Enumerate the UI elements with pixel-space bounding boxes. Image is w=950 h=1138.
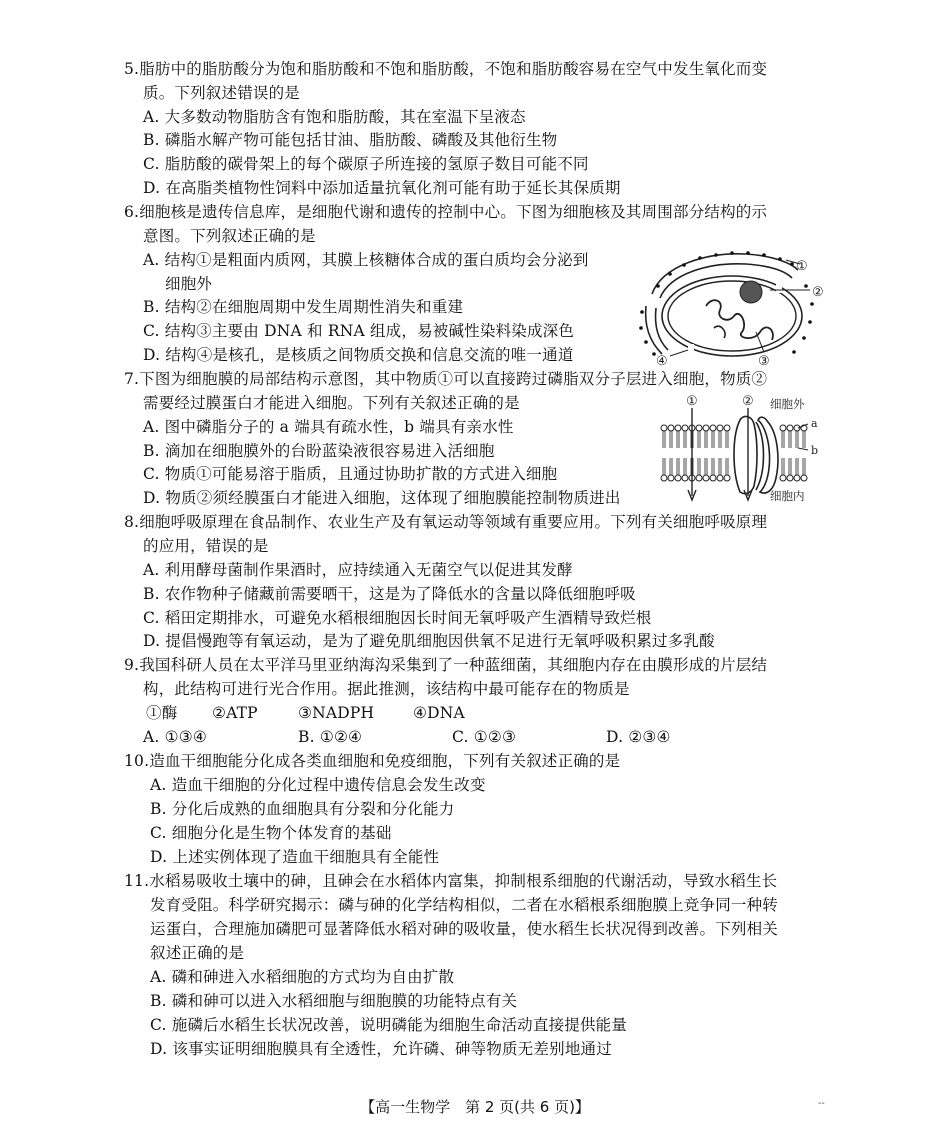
phospholipid-tail xyxy=(677,431,679,448)
phospholipid-head xyxy=(724,425,730,431)
q11-option-d: D. 该事实证明细胞膜具有全透性，允许磷、砷等物质无差别地通过 xyxy=(150,1040,612,1058)
corner-mark: -- xyxy=(818,1098,825,1109)
phospholipid-tail xyxy=(684,458,686,475)
phospholipid-tail xyxy=(712,458,714,475)
q6-number: 6. xyxy=(124,203,140,221)
phospholipid-tail xyxy=(789,431,791,448)
phospholipid-head xyxy=(682,425,688,431)
q10-option-c: C. 细胞分化是生物个体发育的基础 xyxy=(150,824,392,842)
phospholipid-head xyxy=(801,475,807,481)
q7-option-d: D. 物质②须经膜蛋白才能进入细胞，这体现了细胞膜能控制物质进出 xyxy=(143,489,621,507)
membrane-diagram xyxy=(658,392,838,508)
phospholipid-head xyxy=(668,425,674,431)
q11-stem-line1: 11.水稻易吸收土壤中的砷，且砷会在水稻体内富集，抑制根系细胞的代谢活动，导致水稻生长 xyxy=(124,872,778,890)
label-inside-cell: 细胞内 xyxy=(770,489,805,503)
q9-item-3: ③NADPH xyxy=(298,704,375,722)
phospholipid-tail xyxy=(719,458,721,475)
label-outside-cell: 细胞外 xyxy=(770,397,805,411)
phospholipid-head xyxy=(675,475,681,481)
phospholipid-tail xyxy=(670,458,672,475)
q7-stem-line1: 7.下图为细胞膜的局部结构示意图，其中物质①可以直接跨过磷脂双分子层进入细胞，物质② xyxy=(124,370,768,388)
q8-option-b: B. 农作物种子储藏前需要晒干，这是为了降低水的含量以降低细胞呼吸 xyxy=(143,585,636,603)
phospholipid-tail xyxy=(663,431,665,448)
q9-item-4: ④DNA xyxy=(413,704,465,722)
page-footer: 【高一生物学 第 2 页(共 6 页)】 xyxy=(360,1098,590,1116)
phospholipid-tail xyxy=(803,458,805,475)
q9-item-1: ①酶 xyxy=(146,704,178,722)
q7-option-c: C. 物质①可能易溶于脂质，且通过协助扩散的方式进入细胞 xyxy=(143,465,558,483)
phospholipid-head xyxy=(710,425,716,431)
q6-option-b: B. 结构②在细胞周期中发生周期性消失和重建 xyxy=(143,298,464,316)
phospholipid-head xyxy=(717,425,723,431)
q10-option-b: B. 分化后成熟的血细胞具有分裂和分化能力 xyxy=(150,800,455,818)
phospholipid-head xyxy=(682,475,688,481)
q11-option-b: B. 磷和砷可以进入水稻细胞与细胞膜的功能特点有关 xyxy=(150,992,518,1010)
phospholipid-tail xyxy=(705,458,707,475)
phospholipid-head xyxy=(787,475,793,481)
membrane-protein xyxy=(734,417,757,494)
phospholipid-head xyxy=(787,425,793,431)
q11-option-a: A. 磷和砷进入水稻细胞的方式均为自由扩散 xyxy=(150,968,455,986)
membrane-label-1: ① xyxy=(686,394,698,409)
phospholipid-tail xyxy=(782,431,784,448)
phospholipid-tail xyxy=(684,431,686,448)
q9-option-b: B. ①②④ xyxy=(298,728,363,746)
phospholipid-tail xyxy=(663,458,665,475)
phospholipid-head xyxy=(696,475,702,481)
phospholipid-tail xyxy=(670,431,672,448)
label-4: ④ xyxy=(656,354,668,368)
phospholipid-tail xyxy=(796,458,798,475)
q6-option-c: C. 结构③主要由 DNA 和 RNA 组成，易被碱性染料染成深色 xyxy=(143,322,575,340)
q8-number: 8. xyxy=(124,513,140,531)
label-2: ② xyxy=(812,285,824,300)
q7-option-b: B. 滴加在细胞膜外的台盼蓝染液很容易进入活细胞 xyxy=(143,442,495,460)
q5-option-c: C. 脂肪酸的碳骨架上的每个碳原子所连接的氢原子数目可能不同 xyxy=(143,155,589,173)
q10-option-a: A. 造血干细胞的分化过程中遗传信息会发生改变 xyxy=(150,776,486,794)
q9-option-c: C. ①②③ xyxy=(452,728,517,746)
phospholipid-tail xyxy=(677,458,679,475)
phospholipid-tail xyxy=(705,431,707,448)
q10-stem-line1: 10.造血干细胞能分化成各类血细胞和免疫细胞，下列有关叙述正确的是 xyxy=(124,752,621,770)
phospholipid-tail xyxy=(726,431,728,448)
q6-stem-line1: 6.细胞核是遗传信息库，是细胞代谢和遗传的控制中心。下图为细胞核及其周围部分结构的示 xyxy=(124,203,768,221)
q6-option-a-cont: 细胞外 xyxy=(165,275,213,293)
q5-stem-line2: 质。下列叙述错误的是 xyxy=(143,84,301,102)
phospholipid-tail xyxy=(803,431,805,448)
q11-stem-line4: 叙述正确的是 xyxy=(150,944,245,962)
phospholipid-head xyxy=(661,425,667,431)
phospholipid-tail xyxy=(789,458,791,475)
nuclear-pore xyxy=(688,344,694,353)
phospholipid-head xyxy=(675,425,681,431)
q5-option-d: D. 在高脂类植物性饲料中添加适量抗氧化剂可能有助于延长其保质期 xyxy=(143,179,621,197)
q8-stem-line1: 8.细胞呼吸原理在食品制作、农业生产及有氧运动等领域有重要应用。下列有关细胞呼吸原理 xyxy=(124,513,768,531)
phospholipid-tail xyxy=(782,458,784,475)
q6-option-d: D. 结构④是核孔，是核质之间物质交换和信息交流的唯一通道 xyxy=(143,346,574,364)
phospholipid-head xyxy=(668,475,674,481)
phospholipid-head xyxy=(696,425,702,431)
q5-option-b: B. 磷脂水解产物可能包括甘油、脂肪酸、磷酸及其他衍生物 xyxy=(143,131,558,149)
nucleus-diagram xyxy=(636,246,832,368)
q7-number: 7. xyxy=(124,370,140,388)
phospholipid-tail xyxy=(726,458,728,475)
chromatin xyxy=(706,300,773,340)
phospholipid-head xyxy=(724,475,730,481)
phospholipid-tail xyxy=(796,431,798,448)
label-1: ① xyxy=(796,259,808,274)
phospholipid-head xyxy=(710,475,716,481)
q6-stem-line2: 意图。下列叙述正确的是 xyxy=(143,227,316,245)
q9-option-d: D. ②③④ xyxy=(606,728,671,746)
q10-option-d: D. 上述实例体现了造血干细胞具有全能性 xyxy=(150,848,440,866)
q8-option-a: A. 利用酵母菌制作果酒时，应持续通入无菌空气以促进其发酵 xyxy=(143,561,573,579)
phospholipid-head xyxy=(703,425,709,431)
q8-option-d: D. 提倡慢跑等有氧运动，是为了避免肌细胞因供氧不足进行无氧呼吸积累过多乳酸 xyxy=(143,632,715,650)
label-a: a xyxy=(811,417,818,430)
q8-option-c: C. 稻田定期排水，可避免水稻根细胞因长时间无氧呼吸产生酒精导致烂根 xyxy=(143,609,652,627)
phospholipid-tail xyxy=(719,431,721,448)
q5-option-a: A. 大多数动物脂肪含有饱和脂肪酸，其在室温下呈液态 xyxy=(143,108,526,126)
label-3: ③ xyxy=(758,354,770,368)
phospholipid-head xyxy=(780,425,786,431)
q9-item-2: ②ATP xyxy=(212,704,258,722)
q11-number: 11. xyxy=(124,872,150,890)
q7-option-a: A. 图中磷脂分子的 a 端具有疏水性，b 端具有亲水性 xyxy=(143,418,514,436)
phospholipid-head xyxy=(794,475,800,481)
phospholipid-head xyxy=(661,475,667,481)
q9-stem-line2: 构，此结构可进行光合作用。据此推测，该结构中最可能存在的物质是 xyxy=(143,680,630,698)
q9-option-a: A. ①③④ xyxy=(143,728,207,746)
q10-number: 10. xyxy=(124,752,150,770)
q7-stem-line2: 需要经过膜蛋白才能进入细胞。下列有关叙述正确的是 xyxy=(143,394,520,412)
q11-option-c: C. 施磷后水稻生长状况改善，说明磷能为细胞生命活动直接提供能量 xyxy=(150,1016,628,1034)
q8-stem-line2: 的应用，错误的是 xyxy=(143,537,269,555)
q9-stem-line1: 9.我国科研人员在太平洋马里亚纳海沟采集到了一种蓝细菌，其细胞内存在由膜形成的片层结 xyxy=(124,656,768,674)
q5-number: 5. xyxy=(124,60,140,78)
membrane-label-2: ② xyxy=(742,394,754,409)
phospholipid-tail xyxy=(698,431,700,448)
phospholipid-head xyxy=(703,475,709,481)
phospholipid-tail xyxy=(698,458,700,475)
q5-stem-line1: 5.脂肪中的脂肪酸分为饱和脂肪酸和不饱和脂肪酸，不饱和脂肪酸容易在空气中发生氧化而变 xyxy=(124,60,768,78)
phospholipid-head xyxy=(717,475,723,481)
q6-option-a: A. 结构①是粗面内质网，其膜上核糖体合成的蛋白质均会分泌到 xyxy=(143,251,589,269)
q11-stem-line3: 运蛋白，合理施加磷肥可显著降低水稻对砷的吸收量，使水稻生长状况得到改善。下列相关 xyxy=(150,920,779,938)
phospholipid-head xyxy=(780,475,786,481)
phospholipid-tail xyxy=(712,431,714,448)
q9-number: 9. xyxy=(124,656,140,674)
q11-stem-line2: 发育受阻。科学研究揭示：磷与砷的化学结构相似，二者在水稻根系细胞膜上竞争同一种转 xyxy=(150,896,779,914)
label-b: b xyxy=(811,444,819,457)
